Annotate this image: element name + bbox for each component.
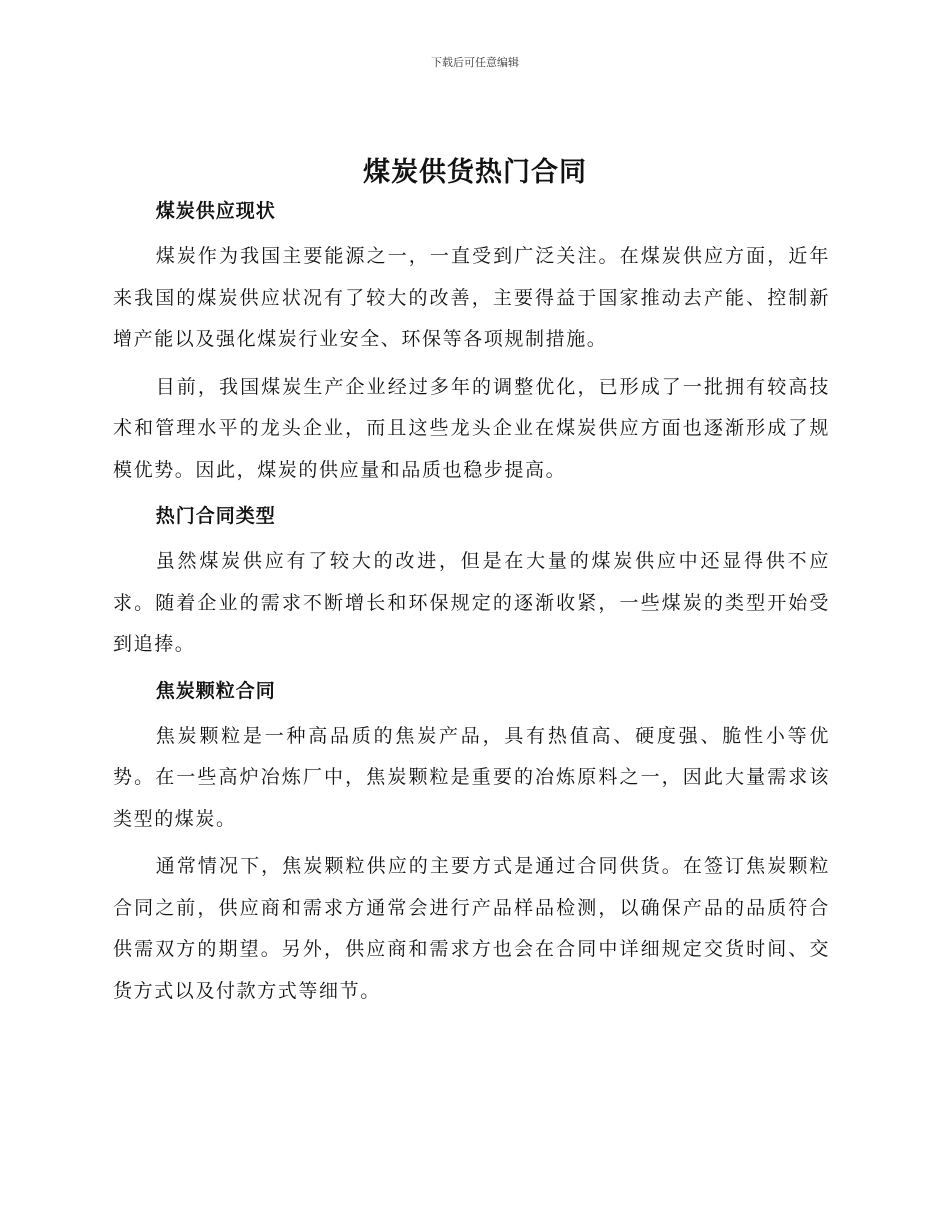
section-heading: 煤炭供应现状 (155, 200, 276, 222)
section-heading: 热门合同类型 (155, 505, 276, 527)
section-coke-particle-contract (113, 674, 830, 1013)
paragraph: 通常情况下，焦炭颗粒供应的主要方式是通过合同供货。在签订焦炭颗粒合同之前，供应商和需求方通常会进行产品样品检测，以确保产品的品质符合供需双方的期望。另外，供应商和需求方也会在合同中详细规定交货时间、交货方式以及付款方式等细节。 (113, 855, 830, 1002)
paragraph: 目前，我国煤炭生产企业经过多年的调整优化，已形成了一批拥有较高技术和管理水平的龙头企业，而且这些龙头企业在煤炭供应方面也逐渐形成了规模优势。因此，煤炭的供应量和品质也稳步提高。 (113, 375, 830, 481)
document-title: 煤炭供货热门合同 (363, 157, 587, 188)
document-body (113, 194, 830, 1020)
paragraph: 焦炭颗粒是一种高品质的焦炭产品，具有热值高、硬度强、脆性小等优势。在一些高炉冶炼厂中，焦炭颗粒是重要的冶炼原料之一，因此大量需求该类型的煤炭。 (113, 724, 830, 830)
header-note: 下载后可任意编辑 (431, 56, 519, 69)
paragraph: 虽然煤炭供应有了较大的改进，但是在大量的煤炭供应中还显得供不应求。随着企业的需求不断增长和环保规定的逐渐收紧，一些煤炭的类型开始受到追捧。 (113, 550, 830, 655)
section-contract-types (113, 499, 830, 666)
section-heading: 焦炭颗粒合同 (155, 679, 276, 702)
section-supply-status (113, 194, 830, 491)
paragraph: 煤炭作为我国主要能源之一，一直受到广泛关注。在煤炭供应方面，近年来我国的煤炭供应状况有了较大的改善，主要得益于国家推动去产能、控制新增产能以及强化煤炭行业安全、环保等各项规制措施。 (113, 245, 830, 350)
